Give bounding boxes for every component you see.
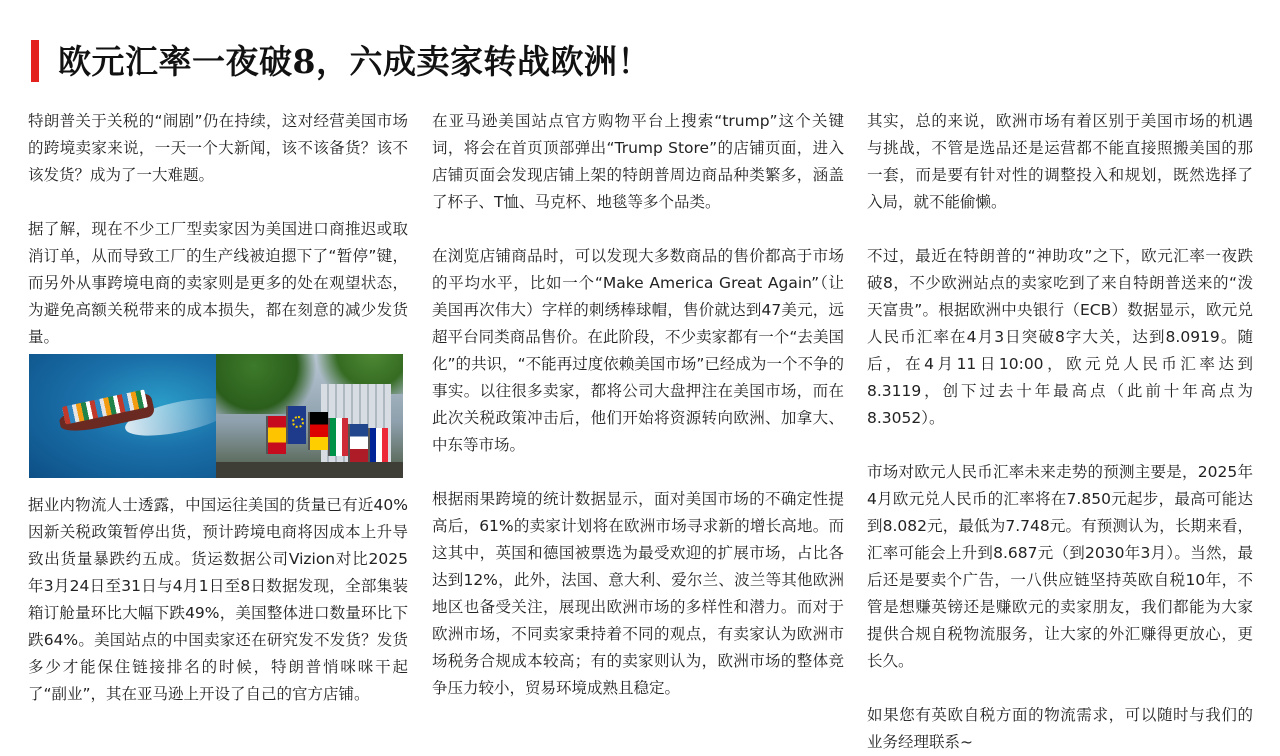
paragraph: 特朗普关于关税的“闹剧”仍在持续，这对经营美国市场的跨境卖家来说，一天一个大新闻，该不该备货？该不该发货？成为了一大难题。	[28, 112, 408, 184]
article-column-3	[867, 108, 1253, 756]
paragraph: 据业内物流人士透露，中国运往美国的货量已有近40%因新关税政策暂停出货，预计跨境电商将因成本上升导致出货量暴跌约五成。货运数据公司Vizion对比2025年3月24日至31日与4月1日至8日数据发现，全部集装箱订舱量环比大幅下跌49%，美国整体进口数量环比下跌64%。美国站点的中国卖家还在研究发不发货？发货多少才能保住链接排名的时候，特朗普悄咪咪干起了“副业”，其在亚马逊上开设了自己的官方店铺。	[28, 496, 408, 703]
paragraph: 根据雨果跨境的统计数据显示，面对美国市场的不确定性提高后，61%的卖家计划将在欧洲市场寻求新的增长高地。而这其中，英国和德国被票选为最受欢迎的扩展市场，占比各达到12%，此外，法国、意大利、爱尔兰、波兰等其他欧洲地区也备受关注，展现出欧洲市场的多样性和潜力。而对于欧洲市场，不同卖家秉持着不同的观点，有卖家认为欧洲市场税务合规成本较高；有的卖家则认为，欧洲市场的整体竞争压力较小，贸易环境成熟且稳定。	[432, 490, 844, 697]
cargo-ship-photo	[29, 354, 216, 478]
paragraph: 不过，最近在特朗普的“神助攻”之下，欧元汇率一夜跌破8，不少欧洲站点的卖家吃到了来自特朗普送来的“泼天富贵”。根据欧洲中央银行（ECB）数据显示，欧元兑人民币汇率在4月3日突破8字大关，达到8.0919。随后，在4月11日10:00，欧元兑人民币汇率达到8.3119，创下过去十年最高点（此前十年高点为8.3052）。	[867, 247, 1253, 427]
paragraph: 其实，总的来说，欧洲市场有着区别于美国市场的机遇与挑战，不管是选品还是运营都不能直接照搬美国的那一套，而是要有针对性的调整投入和规划，既然选择了入局，就不能偷懒。	[867, 112, 1253, 211]
article-column-1	[28, 108, 408, 708]
paragraph: 在亚马逊美国站点官方购物平台上搜索“trump”这个关键词，将会在首页顶部弹出“Trump Store”的店铺页面，进入店铺页面会发现店铺上架的特朗普周边商品种类繁多，涵盖了杯子、T恤、马克杯、地毯等多个品类。	[432, 112, 844, 211]
paragraph: 在浏览店铺商品时，可以发现大多数商品的售价都高于市场的平均水平，比如一个“Make America Great Again”（让美国再次伟大）字样的刺绣棒球帽，售价就达到47美元，远超平台同类商品售价。在此阶段，不少卖家都有一个“去美国化”的共识，“不能再过度依赖美国市场”已经成为一个不争的事实。以往很多卖家，都将公司大盘押注在美国市场，而在此次关税政策冲击后，他们开始将资源转向欧洲、加拿大、中东等市场。	[432, 247, 844, 454]
article-column-2	[432, 108, 844, 702]
eu-flags-photo	[216, 354, 403, 478]
title-accent-bar	[31, 40, 39, 82]
paragraph: 据了解，现在不少工厂型卖家因为美国进口商推迟或取消订单，从而导致工厂的生产线被迫摁下了“暂停”键，而另外从事跨境电商的卖家则是更多的处在观望状态，为避免高额关税带来的成本损失，都在刻意的减少发货量。	[28, 220, 408, 346]
article-title: 欧元汇率一夜破8，六成卖家转战欧洲！	[58, 42, 651, 81]
paragraph: 市场对欧元人民币汇率未来走势的预测主要是，2025年4月欧元兑人民币的汇率将在7.850元起步，最高可能达到8.082元，最低为7.748元。有预测认为，长期来看，汇率可能会上升到8.687元（到2030年3月）。当然，最后还是要卖个广告，一八供应链坚持英欧自税10年，不管是想赚英镑还是赚欧元的卖家朋友，我们都能为大家提供合规自税物流服务，让大家的外汇赚得更放心，更长久。	[867, 463, 1253, 670]
article-images	[29, 354, 403, 478]
paragraph: 如果您有英欧自税方面的物流需求，可以随时与我们的业务经理联系~	[867, 706, 1253, 751]
